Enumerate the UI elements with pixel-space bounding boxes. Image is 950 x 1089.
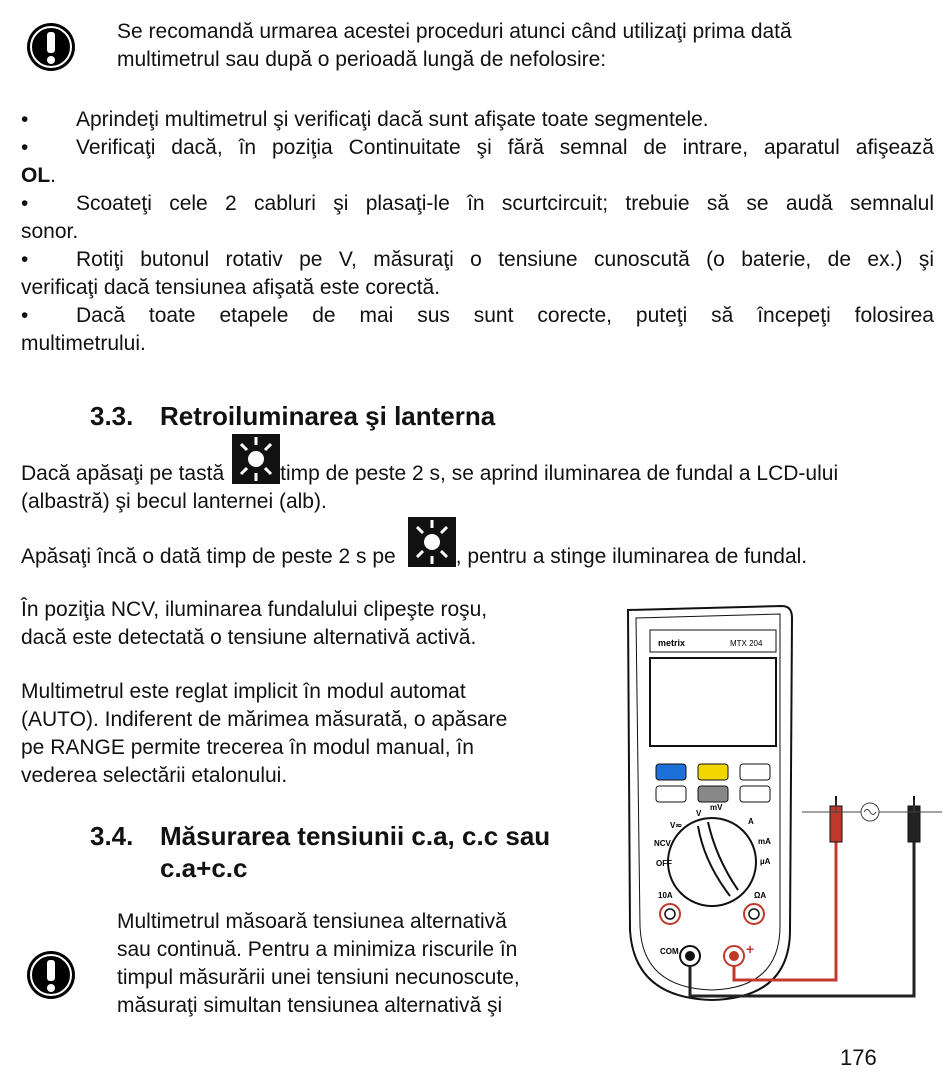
paragraph-line: (albastră) şi becul lanternei (alb). bbox=[21, 490, 327, 513]
multimeter-illustration bbox=[612, 600, 942, 1015]
text-segment: timp de peste 2 s, se aprind iluminarea de fundal a LCD-ului bbox=[280, 462, 839, 485]
button bbox=[656, 786, 686, 802]
warning-text-1 bbox=[117, 18, 897, 74]
section-3-3-paragraph-2 bbox=[21, 515, 941, 571]
bullet-text: Scoateţi cele 2 cabluri şi plasaţi-le în scurtcircuit; trebuie să se audă semnalul bbox=[76, 192, 934, 215]
warning-exclamation-icon bbox=[26, 22, 76, 72]
bullet-list bbox=[21, 106, 934, 358]
paragraph-line: pe RANGE permite trecerea în modul manual, în bbox=[21, 736, 474, 759]
text-segment: Apăsaţi încă o dată timp de peste 2 s pe bbox=[21, 545, 396, 568]
bullet-item-5-cont: multimetrului. bbox=[21, 332, 146, 355]
paragraph-line: În poziţia NCV, iluminarea fundalului clipeşte roşu, bbox=[21, 598, 488, 621]
period: . bbox=[50, 164, 57, 187]
warning-line-1: Se recomandă urmarea acestei proceduri atunci când utilizaţi prima dată bbox=[117, 20, 792, 43]
button bbox=[740, 764, 770, 780]
blue-button bbox=[656, 764, 686, 780]
dial-label-mv: mV bbox=[710, 803, 723, 812]
dial-label-ncv: NCV bbox=[654, 839, 671, 848]
bullet-symbol: • bbox=[21, 304, 29, 327]
bullet-symbol: • bbox=[21, 248, 29, 271]
paragraph-line: vederea selectării etalonului. bbox=[21, 764, 288, 787]
dial-label-off: OFF bbox=[656, 859, 672, 868]
section-3-3-paragraph-4 bbox=[21, 678, 581, 790]
bullet-item-4 bbox=[21, 246, 934, 274]
bullet-text: Aprindeţi multimetrul şi verificaţi dacă sunt afişate toate segmentele. bbox=[76, 108, 709, 131]
section-number: 3.4. bbox=[90, 821, 134, 851]
dial-label-v: V bbox=[696, 809, 702, 818]
bullet-item-3-cont: sonor. bbox=[21, 220, 79, 243]
text-segment: Dacă apăsaţi pe tastă bbox=[21, 462, 225, 485]
bullet-item-5 bbox=[21, 302, 934, 330]
dial-label-10a: 10A bbox=[658, 891, 673, 900]
paragraph-line: (AUTO). Indiferent de mărimea măsurată, o apăsare bbox=[21, 708, 508, 731]
brand-label: metrix bbox=[658, 638, 686, 648]
paragraph-line: Multimetrul este reglat implicit în modul automat bbox=[21, 680, 466, 703]
plus-label: + bbox=[746, 941, 755, 957]
gray-button bbox=[698, 786, 728, 802]
section-title-text: Retroiluminarea şi lanterna bbox=[160, 401, 496, 431]
warning-icon-bottom bbox=[26, 950, 76, 1005]
section-3-3-heading bbox=[90, 400, 495, 432]
button bbox=[740, 786, 770, 802]
bullet-item-1 bbox=[21, 106, 934, 134]
warning-icon-top bbox=[26, 22, 76, 77]
bullet-symbol: • bbox=[21, 136, 29, 159]
bullet-text: Verificaţi dacă, în poziţia Continuitate şi fără semnal de intrare, aparatul afişează bbox=[76, 136, 934, 159]
bullet-symbol: • bbox=[21, 108, 29, 131]
section-title bbox=[90, 400, 495, 432]
paragraph-line: măsuraţi simultan tensiunea alternativă şi bbox=[117, 994, 503, 1017]
text-segment: , pentru a stinge iluminarea de fundal. bbox=[455, 545, 808, 568]
rotary-dial bbox=[668, 818, 756, 906]
bullet-item-3 bbox=[21, 190, 934, 218]
dial-label-ua: µA bbox=[760, 857, 771, 866]
paragraph-line: Multimetrul măsoară tensiunea alternativă bbox=[117, 910, 507, 933]
model-label: MTX 204 bbox=[730, 639, 763, 648]
section-title-line-1: Măsurarea tensiunii c.a, c.c sau bbox=[160, 821, 551, 851]
section-number: 3.3. bbox=[90, 401, 134, 431]
bullet-item-4-cont: verificaţi dacă tensiunea afişată este corectă. bbox=[21, 276, 441, 299]
yellow-button bbox=[698, 764, 728, 780]
warning-line-2: multimetrul sau după o perioadă lungă de nefolosire: bbox=[117, 48, 607, 71]
dial-label-ohm-a: ΩA bbox=[754, 891, 767, 900]
bullet-text: Rotiţi butonul rotativ pe V, măsuraţi o tensiune cunoscută (o baterie, de ex.) şi bbox=[76, 248, 934, 271]
multimeter-diagram bbox=[612, 600, 942, 1010]
page-number: 176 bbox=[840, 1045, 877, 1070]
paragraph-line: sau continuă. Pentru a minimiza riscurile în bbox=[117, 938, 518, 961]
bullet-item-2 bbox=[21, 134, 934, 162]
bullet-text: Dacă toate etapele de mai sus sunt corecte, puteţi să începeţi folosirea bbox=[76, 304, 934, 327]
dial-label-vac: V≂ bbox=[670, 821, 683, 830]
section-title-line-2: c.a+c.c bbox=[160, 853, 248, 883]
backlight-key-icon bbox=[408, 517, 456, 575]
paragraph-line: dacă este detectată o tensiune alternativă activă. bbox=[21, 626, 477, 649]
com-label: COM bbox=[660, 947, 679, 956]
section-3-4-paragraph bbox=[117, 908, 587, 1020]
dial-label-ma: mA bbox=[758, 837, 771, 846]
bullet-item-2-cont bbox=[21, 162, 934, 190]
backlight-sun-icon bbox=[232, 434, 280, 484]
section-3-4-heading bbox=[90, 820, 590, 884]
warning-exclamation-icon bbox=[26, 950, 76, 1000]
backlight-key-icon bbox=[232, 434, 280, 492]
section-title bbox=[90, 820, 590, 884]
ol-label: OL bbox=[21, 164, 51, 187]
backlight-sun-icon bbox=[408, 517, 456, 567]
paragraph-line bbox=[21, 432, 941, 488]
section-3-3-paragraph-1 bbox=[21, 432, 941, 516]
bullet-symbol: • bbox=[21, 192, 29, 215]
paragraph-line bbox=[21, 515, 941, 571]
section-3-3-paragraph-3 bbox=[21, 596, 581, 652]
dial-label-a: A bbox=[748, 817, 754, 826]
paragraph-line: timpul măsurării unei tensiuni necunoscute, bbox=[117, 966, 520, 989]
